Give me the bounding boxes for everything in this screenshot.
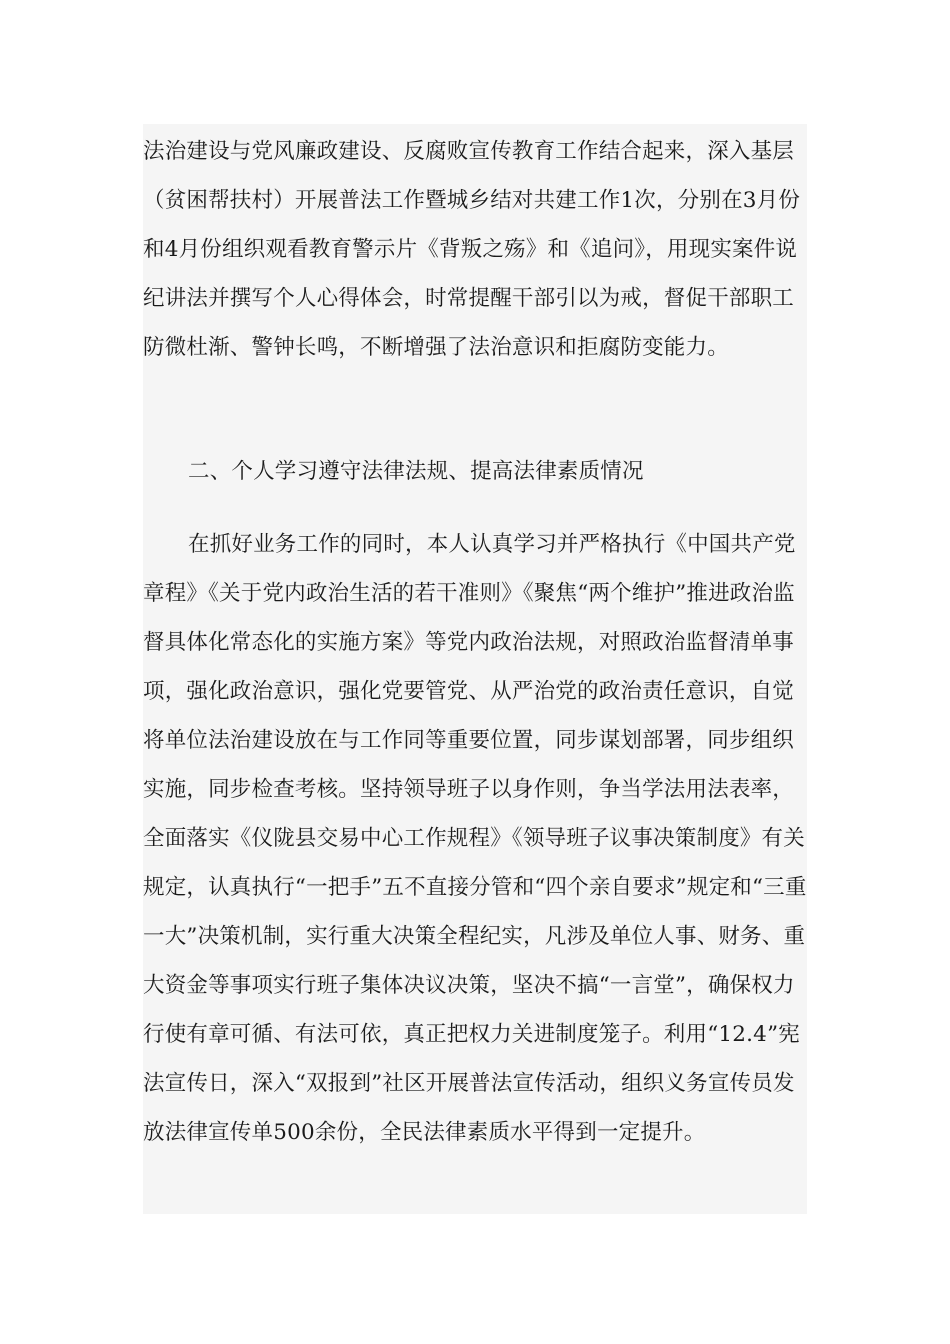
document-text-block <box>143 124 807 1214</box>
body-paragraph-2: 在抓好业务工作的同时，本人认真学习并严格执行《中国共产党章程》《关于党内政治生活的若干准则》《聚焦“两个维护”推进政治监督具体化常态化的实施方案》等党内政治法规，对照政治监督清单事项，强化政治意识，强化党要管党、从严治党的政治责任意识，自觉将单位法治建设放在与工作同等重要位置，同步谋划部署，同步组织实施，同步检查考核。坚持领导班子以身作则，争当学法用法表率，全面落实《仪陇县交易中心工作规程》《领导班子议事决策制度》有关规定，认真执行“一把手”五不直接分管和“四个亲自要求”规定和“三重一大”决策机制，实行重大决策全程纪实，凡涉及单位人事、财务、重大资金等事项实行班子集体决议决策，坚决不搞“一言堂”，确保权力行使有章可循、有法可依，真正把权力关进制度笼子。利用“12.4”宪法宣传日，深入“双报到”社区开展普法宣传活动，组织义务宣传员发放法律宣传单500余份，全民法律素质水平得到一定提升。 <box>143 532 807 1145</box>
body-paragraph-1: 法治建设与党风廉政建设、反腐败宣传教育工作结合起来，深入基层（贫困帮扶村）开展普法工作暨城乡结对共建工作1次，分别在3月份和4月份组织观看教育警示片《背叛之殇》和《追问》，用现实案件说纪讲法并撰写个人心得体会，时常提醒干部引以为戒，督促干部职工防微杜渐、警钟长鸣，不断增强了法治意识和拒腐防变能力。 <box>143 139 801 360</box>
section-heading: 二、个人学习遵守法律法规、提高法律素质情况 <box>188 459 644 484</box>
